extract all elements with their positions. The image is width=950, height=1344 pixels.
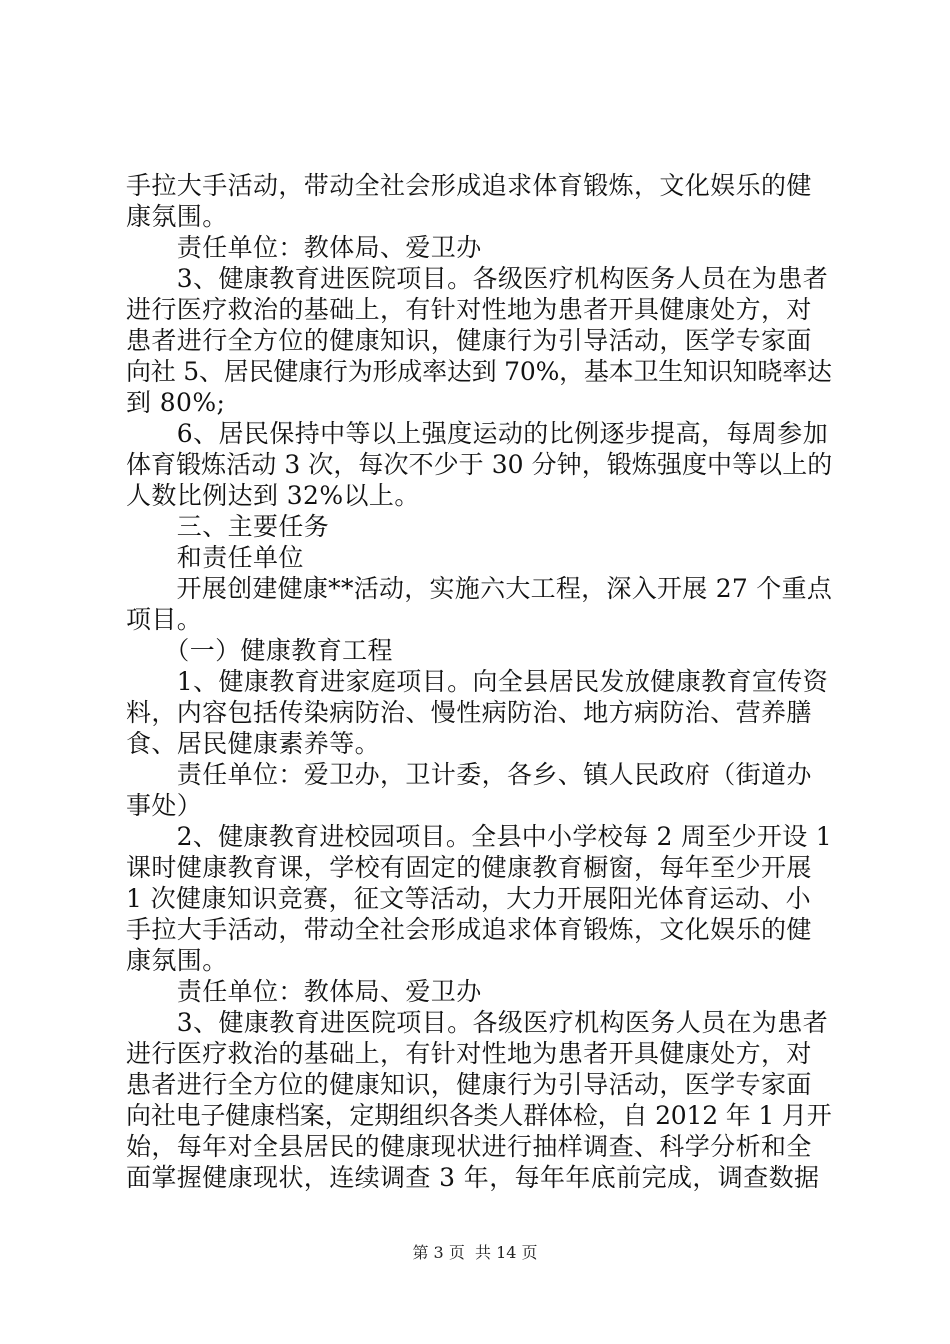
text-line: 课时健康教育课，学校有固定的健康教育橱窗，每年至少开展 bbox=[126, 853, 812, 882]
text-line: 1、健康教育进家庭项目。向全县居民发放健康教育宣传资 bbox=[126, 667, 829, 696]
text-line: 责任单位：教体局、爱卫办 bbox=[126, 233, 482, 262]
text-line: 1 次健康知识竞赛，征文等活动，大力开展阳光体育运动、小 bbox=[126, 884, 812, 913]
text-line: 患者进行全方位的健康知识，健康行为引导活动，医学专家面 bbox=[126, 326, 812, 355]
text-line: 和责任单位 bbox=[126, 543, 304, 572]
text-line: 人数比例达到 32%以上。 bbox=[126, 481, 420, 510]
body-text bbox=[126, 170, 832, 1193]
text-line: 料，内容包括传染病防治、慢性病防治、地方病防治、营养膳 bbox=[126, 698, 812, 727]
text-line: 到 80%; bbox=[126, 388, 226, 417]
text-line: 三、主要任务 bbox=[126, 512, 330, 541]
text-line: 体育锻炼活动 3 次，每次不少于 30 分钟，锻炼强度中等以上的 bbox=[126, 450, 833, 479]
text-line: （一）健康教育工程 bbox=[126, 636, 393, 665]
text-line: 面掌握健康现状，连续调查 3 年，每年年底前完成，调查数据 bbox=[126, 1163, 820, 1192]
text-line: 进行医疗救治的基础上，有针对性地为患者开具健康处方，对 bbox=[126, 295, 812, 324]
text-line: 开展创建健康**活动，实施六大工程，深入开展 27 个重点 bbox=[126, 574, 833, 603]
text-line: 事处） bbox=[126, 791, 203, 820]
text-line: 3、健康教育进医院项目。各级医疗机构医务人员在为患者 bbox=[126, 1008, 829, 1037]
text-line: 康氛围。 bbox=[126, 202, 228, 231]
text-line: 进行医疗救治的基础上，有针对性地为患者开具健康处方，对 bbox=[126, 1039, 812, 1068]
text-line: 项目。 bbox=[126, 605, 203, 634]
text-line: 患者进行全方位的健康知识，健康行为引导活动，医学专家面 bbox=[126, 1070, 812, 1099]
text-line: 食、居民健康素养等。 bbox=[126, 729, 381, 758]
text-line: 始，每年对全县居民的健康现状进行抽样调查、科学分析和全 bbox=[126, 1132, 812, 1161]
page-footer: 第 3 页 共 14 页 bbox=[412, 1243, 538, 1262]
text-line: 向社电子健康档案，定期组织各类人群体检，自 2012 年 1 月开 bbox=[126, 1101, 832, 1130]
text-line: 手拉大手活动，带动全社会形成追求体育锻炼，文化娱乐的健 bbox=[126, 915, 812, 944]
text-line: 责任单位：教体局、爱卫办 bbox=[126, 977, 482, 1006]
text-line: 2、健康教育进校园项目。全县中小学校每 2 周至少开设 1 bbox=[126, 822, 832, 851]
text-line: 手拉大手活动，带动全社会形成追求体育锻炼，文化娱乐的健 bbox=[126, 171, 812, 200]
text-line: 向社 5、居民健康行为形成率达到 70%，基本卫生知识知晓率达 bbox=[126, 357, 832, 386]
text-line: 责任单位：爱卫办，卫计委，各乡、镇人民政府（街道办 bbox=[126, 760, 812, 789]
text-line: 3、健康教育进医院项目。各级医疗机构医务人员在为患者 bbox=[126, 264, 829, 293]
text-line: 康氛围。 bbox=[126, 946, 228, 975]
text-line: 6、居民保持中等以上强度运动的比例逐步提高，每周参加 bbox=[126, 419, 829, 448]
